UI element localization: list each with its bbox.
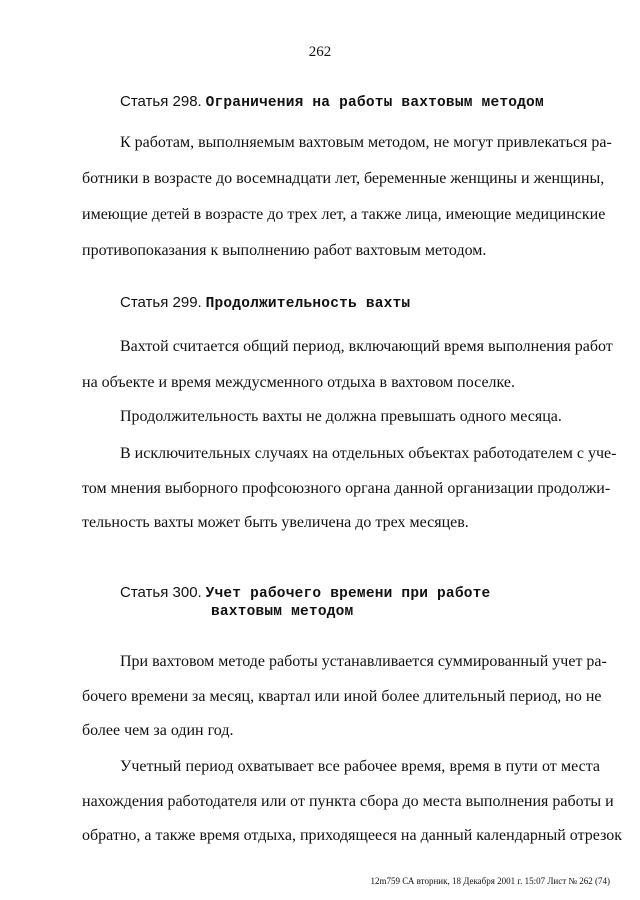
art298-p1-line-4: противопоказания к выполнению работ вахтовым методом.	[82, 242, 487, 259]
article-298-number: Статья 298.	[120, 93, 202, 110]
art299-p3-line-1: В исключительных случаях на отдельных объектах работодателем с уче-	[120, 445, 617, 462]
art299-p1-line-2: на объекте и время междусменного отдыха в вахтовом поселке.	[82, 374, 515, 391]
article-298-title: Ограничения на работы вахтовым методом	[205, 95, 544, 111]
art299-p3-line-2: том мнения выборного профсоюзного органа данной организации продолжи-	[82, 480, 611, 497]
art300-p2-line-1: Учетный период охватывает все рабочее время, время в пути от места	[120, 758, 600, 775]
art300-p1-line-1: При вахтовом методе работы устанавливается суммированный учет ра-	[120, 653, 607, 670]
article-299-heading	[120, 293, 410, 314]
article-300-number: Статья 300.	[120, 584, 202, 601]
art298-p1-line-3: имеющие детей в возрасте до трех лет, а также лица, имеющие медицинские	[82, 206, 606, 223]
art300-p2-line-3: обратно, а также время отдыха, приходящееся на данный календарный отрезок	[82, 827, 623, 844]
page-number: 262	[308, 44, 332, 60]
art298-p1-line-2: ботники в возрасте до восемнадцати лет, беременные женщины и женщины,	[82, 170, 605, 187]
art300-p1-line-2: бочего времени за месяц, квартал или иной более длительный период, но не	[82, 688, 602, 705]
art299-p2-line-1: Продолжительность вахты не должна превышать одного месяца.	[120, 408, 562, 425]
article-298-heading	[120, 92, 544, 113]
art299-p1-line-1: Вахтой считается общий период, включающий время выполнения работ	[120, 338, 613, 355]
article-300-title-line-1: Учет рабочего времени при работе	[205, 586, 491, 602]
art298-p1-line-1: К работам, выполняемым вахтовым методом, не могут привлекаться ра-	[120, 134, 612, 151]
article-299-title: Продолжительность вахты	[205, 296, 411, 312]
article-300-title-line-2: вахтовым методом	[211, 604, 354, 620]
art299-p3-line-3: тельность вахты может быть увеличена до трех месяцев.	[82, 514, 469, 531]
art300-p1-line-3: более чем за один год.	[82, 722, 234, 739]
art300-p2-line-2: нахождения работодателя или от пункта сбора до места выполнения работы и	[82, 793, 614, 810]
print-footer: 12m759 СА вторник, 18 Декабря 2001 г. 15:07 Лист № 262 (74)	[370, 876, 610, 886]
article-300-heading-cont	[211, 601, 353, 622]
article-299-number: Статья 299.	[120, 294, 202, 311]
